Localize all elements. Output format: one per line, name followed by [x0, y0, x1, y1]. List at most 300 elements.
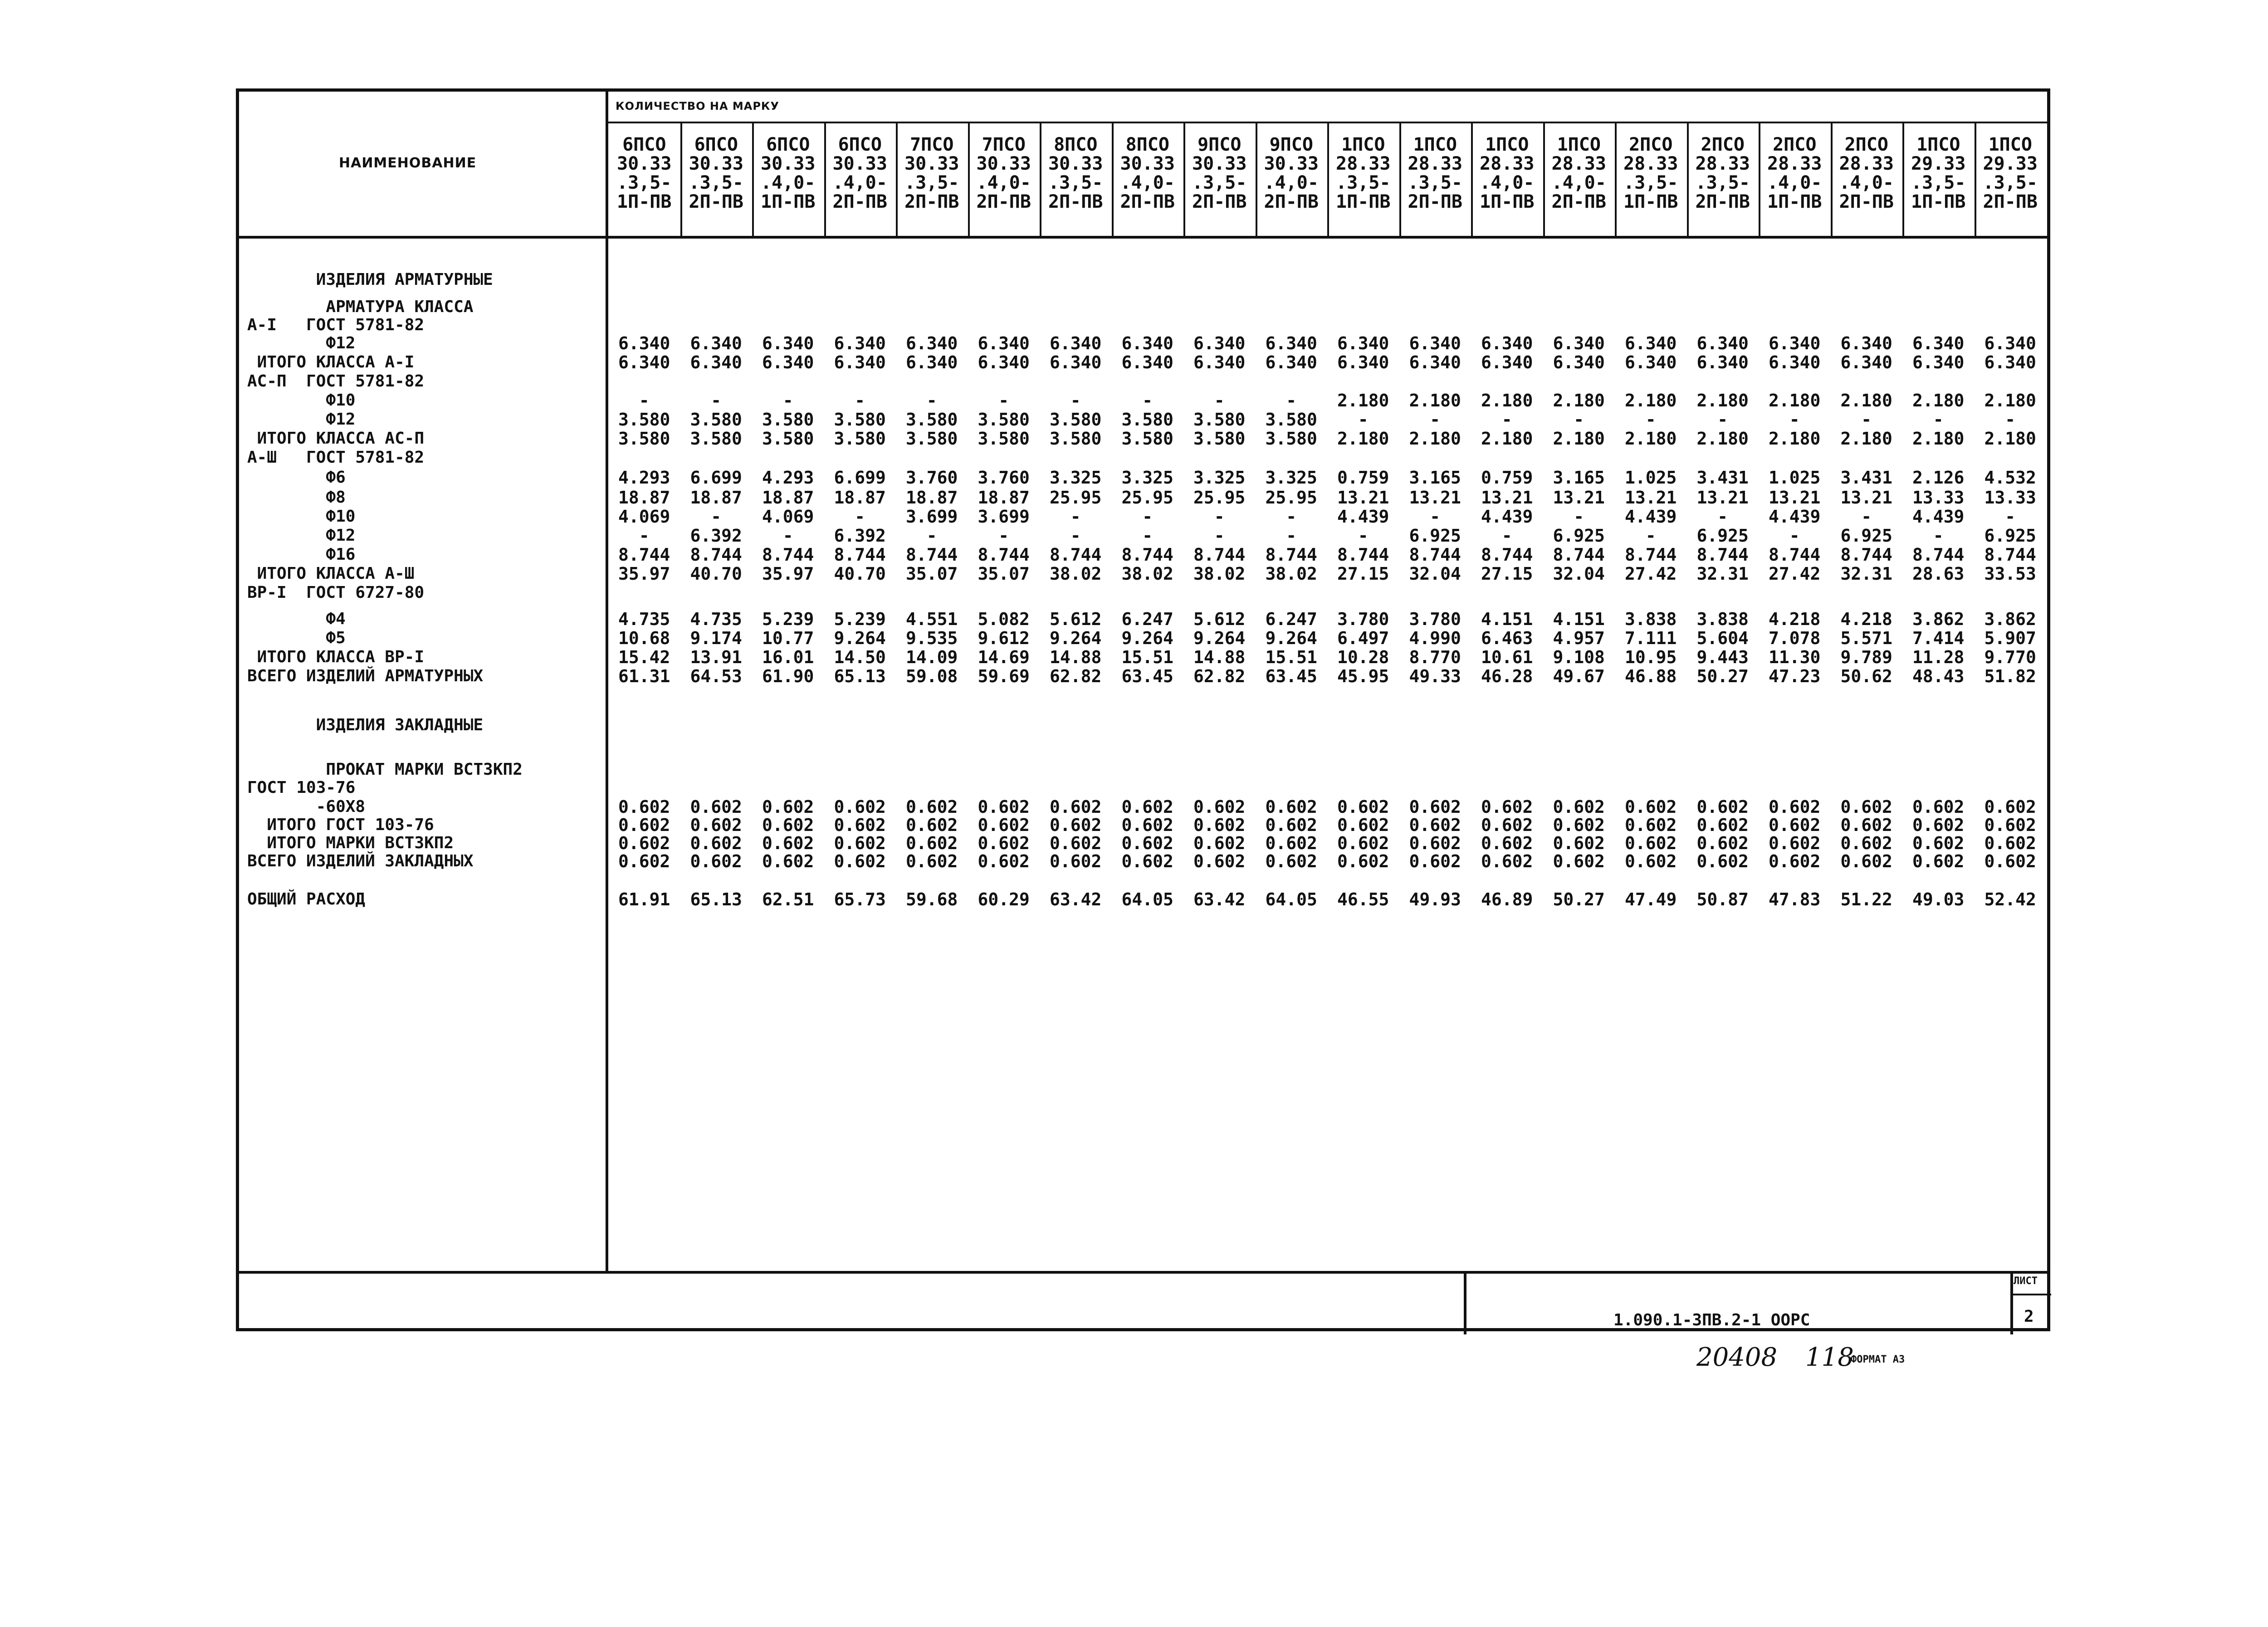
table-cell: 0.602: [618, 797, 670, 817]
table-cell: 65.73: [834, 889, 886, 909]
table-cell: -: [2005, 507, 2016, 527]
row-label: ОБЩИЙ РАСХОД: [247, 890, 366, 909]
table-cell: 9.264: [1193, 628, 1246, 648]
column-header: 6ПСО 30.33 .4,0- 1П-ПВ: [761, 134, 816, 212]
table-cell: 6.340: [1696, 333, 1749, 353]
column-header: 6ПСО 30.33 .4,0- 2П-ПВ: [832, 134, 887, 212]
table-cell: 0.602: [1840, 851, 1892, 871]
table-cell: 32.04: [1553, 564, 1605, 584]
table-cell: 18.87: [978, 488, 1030, 508]
table-cell: 13.21: [1337, 488, 1389, 508]
table-cell: 64.05: [1121, 889, 1173, 909]
table-cell: -: [639, 526, 650, 546]
table-cell: 6.340: [1984, 352, 2036, 372]
table-cell: 0.602: [1553, 833, 1605, 853]
table-cell: -: [639, 391, 650, 410]
handwritten-page: 118: [1805, 1343, 1854, 1372]
table-cell: 6.340: [1769, 352, 1821, 372]
row-label: Ф5: [247, 629, 346, 647]
table-cell: 0.602: [1121, 851, 1173, 871]
table-cell: 6.340: [690, 333, 742, 353]
table-cell: 27.15: [1337, 564, 1389, 584]
table-cell: 8.744: [978, 545, 1030, 565]
table-cell: 6.699: [690, 468, 742, 488]
table-cell: 1.025: [1625, 468, 1677, 488]
table-cell: 0.602: [1625, 833, 1677, 853]
table-cell: -: [782, 391, 793, 410]
table-cell: 6.340: [762, 352, 814, 372]
table-cell: 10.28: [1337, 647, 1389, 667]
table-cell: 8.744: [1840, 545, 1892, 565]
table-cell: -: [711, 391, 722, 410]
table-cell: 3.580: [834, 429, 886, 449]
table-cell: 0.602: [1193, 833, 1246, 853]
table-cell: 8.744: [1265, 545, 1317, 565]
table-cell: 9.174: [690, 628, 742, 648]
table-cell: 6.340: [1912, 352, 1965, 372]
table-cell: 13.21: [1625, 488, 1677, 508]
table-cell: 4.151: [1481, 609, 1533, 629]
table-cell: 8.744: [690, 545, 742, 565]
table-cell: 6.340: [1409, 333, 1461, 353]
table-cell: 6.340: [1840, 333, 1892, 353]
table-cell: 2.180: [1337, 429, 1389, 449]
table-cell: -: [1214, 507, 1225, 527]
row-label: ИЗДЕЛИЯ АРМАТУРНЫЕ: [247, 270, 493, 289]
table-cell: 10.68: [618, 628, 670, 648]
table-cell: 8.744: [1050, 545, 1102, 565]
table-cell: -: [1501, 410, 1512, 430]
table-cell: 2.180: [1553, 429, 1605, 449]
table-cell: 65.13: [834, 666, 886, 686]
table-cell: 13.91: [690, 647, 742, 667]
handwritten-number: 20408: [1696, 1343, 1778, 1372]
table-cell: 9.770: [1984, 647, 2036, 667]
table-cell: 0.602: [1481, 851, 1533, 871]
table-cell: 2.180: [1625, 429, 1677, 449]
table-cell: 0.602: [1265, 797, 1317, 817]
row-label: Ф12: [247, 334, 356, 352]
table-cell: 3.862: [1912, 609, 1965, 629]
table-cell: 0.602: [762, 797, 814, 817]
table-cell: 6.340: [978, 352, 1030, 372]
table-cell: 8.744: [1984, 545, 2036, 565]
table-cell: 13.21: [1840, 488, 1892, 508]
table-cell: 62.82: [1193, 666, 1246, 686]
table-cell: 2.180: [1481, 429, 1533, 449]
column-header: 1ПСО 29.33 .3,5- 2П-ПВ: [1983, 134, 2038, 212]
table-cell: 32.31: [1696, 564, 1749, 584]
table-cell: 6.463: [1481, 628, 1533, 648]
table-cell: 3.580: [1050, 429, 1102, 449]
row-label: АРМАТУРА КЛАССА: [247, 298, 474, 316]
table-cell: 0.602: [1553, 797, 1605, 817]
table-cell: 2.180: [1409, 429, 1461, 449]
row-label: ИТОГО ГОСТ 103-76: [247, 816, 434, 834]
table-cell: -: [1286, 391, 1297, 410]
table-cell: 6.392: [690, 526, 742, 546]
table-cell: 0.602: [1912, 815, 1965, 835]
column-header: 1ПСО 28.33 .3,5- 2П-ПВ: [1408, 134, 1462, 212]
row-label: ИТОГО КЛАССА А-I: [247, 353, 415, 371]
table-cell: 8.744: [1553, 545, 1605, 565]
table-cell: 2.180: [1984, 429, 2036, 449]
table-cell: 0.602: [1193, 815, 1246, 835]
table-cell: 0.602: [1912, 797, 1965, 817]
table-cell: 6.340: [1553, 352, 1605, 372]
table-cell: 0.602: [1409, 815, 1461, 835]
table-cell: 0.602: [618, 851, 670, 871]
table-cell: 0.602: [1696, 797, 1749, 817]
table-cell: 46.88: [1625, 666, 1677, 686]
table-cell: 9.264: [834, 628, 886, 648]
table-cell: -: [1861, 410, 1872, 430]
table-cell: 2.180: [1337, 391, 1389, 410]
table-cell: 35.97: [762, 564, 814, 584]
row-label: ИТОГО МАРКИ ВСТ3КП2: [247, 834, 454, 852]
table-cell: 0.602: [762, 833, 814, 853]
table-cell: -: [1286, 526, 1297, 546]
table-cell: 6.340: [690, 352, 742, 372]
column-header: 6ПСО 30.33 .3,5- 1П-ПВ: [617, 134, 672, 212]
table-cell: 27.42: [1625, 564, 1677, 584]
table-cell: 6.247: [1121, 609, 1173, 629]
table-cell: 4.069: [762, 507, 814, 527]
column-header: 2ПСО 28.33 .3,5- 2П-ПВ: [1695, 134, 1750, 212]
table-cell: 6.340: [1121, 352, 1173, 372]
column-header: 9ПСО 30.33 .3,5- 2П-ПВ: [1192, 134, 1247, 212]
table-cell: -: [1789, 410, 1800, 430]
table-cell: 18.87: [906, 488, 958, 508]
table-cell: 3.165: [1553, 468, 1605, 488]
row-label: Ф12: [247, 410, 356, 429]
table-cell: -: [1358, 526, 1369, 546]
table-cell: 0.602: [1337, 851, 1389, 871]
table-cell: 2.180: [1840, 391, 1892, 410]
table-cell: 50.27: [1696, 666, 1749, 686]
table-cell: 6.340: [1265, 352, 1317, 372]
table-cell: 13.21: [1769, 488, 1821, 508]
table-cell: -: [1142, 507, 1153, 527]
table-cell: 10.77: [762, 628, 814, 648]
table-cell: -: [1933, 526, 1944, 546]
table-cell: 10.61: [1481, 647, 1533, 667]
table-cell: 4.990: [1409, 628, 1461, 648]
table-cell: 49.67: [1553, 666, 1605, 686]
row-label: ВР-I ГОСТ 6727-80: [247, 583, 425, 602]
table-cell: 0.602: [762, 851, 814, 871]
table-cell: 2.180: [1984, 391, 2036, 410]
table-cell: 8.744: [834, 545, 886, 565]
table-cell: 11.28: [1912, 647, 1965, 667]
table-cell: -: [1070, 507, 1081, 527]
table-cell: 27.42: [1769, 564, 1821, 584]
column-header: 9ПСО 30.33 .4,0- 2П-ПВ: [1264, 134, 1319, 212]
table-cell: 6.340: [762, 333, 814, 353]
table-cell: 0.602: [1193, 851, 1246, 871]
row-label: ВСЕГО ИЗДЕЛИЙ ЗАКЛАДНЫХ: [247, 852, 474, 870]
table-cell: 0.602: [1984, 851, 2036, 871]
table-cell: 49.03: [1912, 889, 1965, 909]
table-cell: 0.759: [1337, 468, 1389, 488]
row-label: ВСЕГО ИЗДЕЛИЙ АРМАТУРНЫХ: [247, 667, 484, 685]
table-cell: 0.602: [1050, 815, 1102, 835]
table-cell: 51.82: [1984, 666, 2036, 686]
table-cell: -: [1861, 507, 1872, 527]
table-cell: 6.925: [1984, 526, 2036, 546]
table-cell: 13.21: [1553, 488, 1605, 508]
table-cell: 3.780: [1337, 609, 1389, 629]
table-cell: 3.699: [978, 507, 1030, 527]
table-cell: 63.45: [1121, 666, 1173, 686]
table-cell: 4.735: [690, 609, 742, 629]
table-cell: 6.340: [618, 333, 670, 353]
row-label: ГОСТ 103-76: [247, 778, 356, 797]
column-header: 7ПСО 30.33 .3,5- 2П-ПВ: [904, 134, 959, 212]
table-cell: 0.602: [1265, 815, 1317, 835]
table-cell: 6.340: [906, 352, 958, 372]
table-cell: 2.180: [1553, 391, 1605, 410]
stamp-divider: [1464, 1271, 1466, 1334]
table-cell: 2.180: [1481, 391, 1533, 410]
table-cell: 5.604: [1696, 628, 1749, 648]
table-cell: 5.239: [834, 609, 886, 629]
table-cell: 6.340: [1984, 333, 2036, 353]
table-cell: 6.925: [1696, 526, 1749, 546]
table-cell: 0.602: [1553, 815, 1605, 835]
row-label: А-Ш ГОСТ 5781-82: [247, 448, 425, 467]
table-cell: 8.744: [1481, 545, 1533, 565]
table-cell: 5.082: [978, 609, 1030, 629]
table-cell: 4.439: [1337, 507, 1389, 527]
row-label: Ф16: [247, 545, 356, 564]
table-cell: 6.340: [906, 333, 958, 353]
drawing-sheet: [236, 88, 2050, 1331]
table-cell: 65.13: [690, 889, 742, 909]
table-cell: 3.580: [1193, 429, 1246, 449]
table-cell: 64.53: [690, 666, 742, 686]
table-cell: 2.126: [1912, 468, 1965, 488]
table-cell: 3.780: [1409, 609, 1461, 629]
table-cell: 0.602: [1840, 815, 1892, 835]
table-cell: 4.439: [1769, 507, 1821, 527]
table-cell: 2.180: [1769, 429, 1821, 449]
table-cell: 6.340: [1553, 333, 1605, 353]
table-cell: 0.602: [1840, 797, 1892, 817]
table-cell: 27.15: [1481, 564, 1533, 584]
table-cell: 3.580: [762, 429, 814, 449]
table-cell: 4.551: [906, 609, 958, 629]
table-cell: 47.83: [1769, 889, 1821, 909]
table-cell: 0.602: [1050, 797, 1102, 817]
table-cell: 0.602: [1337, 797, 1389, 817]
table-cell: -: [926, 526, 937, 546]
table-cell: 0.602: [690, 851, 742, 871]
table-cell: 3.580: [690, 429, 742, 449]
table-cell: -: [1430, 507, 1441, 527]
row-label: ИТОГО КЛАССА ВР-I: [247, 648, 425, 666]
table-cell: 5.907: [1984, 628, 2036, 648]
table-cell: 2.180: [1912, 429, 1965, 449]
table-cell: 6.340: [1840, 352, 1892, 372]
table-cell: 8.744: [618, 545, 670, 565]
table-cell: 2.180: [1696, 391, 1749, 410]
table-cell: 3.580: [978, 429, 1030, 449]
table-cell: 6.340: [1409, 352, 1461, 372]
table-cell: 16.01: [762, 647, 814, 667]
table-cell: 3.838: [1696, 609, 1749, 629]
column-header: 2ПСО 28.33 .4,0- 2П-ПВ: [1839, 134, 1894, 212]
table-cell: 0.602: [1625, 815, 1677, 835]
table-cell: 1.025: [1769, 468, 1821, 488]
table-cell: 32.31: [1840, 564, 1892, 584]
table-cell: 3.862: [1984, 609, 2036, 629]
table-cell: 3.580: [1050, 410, 1102, 430]
table-cell: 3.580: [1193, 410, 1246, 430]
table-cell: 3.580: [618, 429, 670, 449]
table-cell: 5.612: [1193, 609, 1246, 629]
column-header: 8ПСО 30.33 .4,0- 2П-ПВ: [1120, 134, 1175, 212]
table-cell: 6.340: [1625, 333, 1677, 353]
column-header: 6ПСО 30.33 .3,5- 2П-ПВ: [689, 134, 743, 212]
table-cell: 6.340: [1193, 333, 1246, 353]
table-cell: 6.925: [1409, 526, 1461, 546]
column-header: 7ПСО 30.33 .4,0- 2П-ПВ: [976, 134, 1031, 212]
table-cell: 61.90: [762, 666, 814, 686]
table-cell: 4.069: [618, 507, 670, 527]
column-header: 1ПСО 28.33 .4,0- 1П-ПВ: [1480, 134, 1535, 212]
table-cell: 8.744: [1337, 545, 1389, 565]
table-cell: 0.602: [1121, 815, 1173, 835]
table-cell: 0.602: [906, 815, 958, 835]
table-cell: 63.42: [1193, 889, 1246, 909]
table-cell: 4.218: [1769, 609, 1821, 629]
table-cell: 0.602: [978, 833, 1030, 853]
table-cell: 4.439: [1481, 507, 1533, 527]
table-cell: 8.744: [906, 545, 958, 565]
table-cell: 6.340: [1912, 333, 1965, 353]
table-cell: 0.602: [1409, 833, 1461, 853]
table-cell: 60.29: [978, 889, 1030, 909]
table-cell: 0.602: [1409, 797, 1461, 817]
table-cell: 0.602: [834, 833, 886, 853]
table-cell: 3.580: [1265, 429, 1317, 449]
table-cell: -: [1430, 410, 1441, 430]
column-header: 8ПСО 30.33 .3,5- 2П-ПВ: [1048, 134, 1103, 212]
table-cell: 6.340: [1050, 333, 1102, 353]
table-cell: 9.108: [1553, 647, 1605, 667]
sheet-box-split: [2010, 1294, 2051, 1295]
table-cell: 0.602: [834, 851, 886, 871]
table-cell: 32.04: [1409, 564, 1461, 584]
table-cell: 35.07: [978, 564, 1030, 584]
table-cell: 14.88: [1050, 647, 1102, 667]
table-cell: 6.340: [978, 333, 1030, 353]
table-cell: 8.744: [1121, 545, 1173, 565]
table-cell: 9.264: [1050, 628, 1102, 648]
table-cell: 6.340: [1625, 352, 1677, 372]
table-cell: 0.602: [1984, 797, 2036, 817]
table-cell: 18.87: [690, 488, 742, 508]
table-cell: 3.580: [762, 410, 814, 430]
table-cell: -: [1501, 526, 1512, 546]
table-cell: 2.180: [1840, 429, 1892, 449]
table-cell: -: [998, 526, 1009, 546]
name-column-title: НАИМЕНОВАНИЕ: [339, 155, 477, 171]
table-cell: 18.87: [618, 488, 670, 508]
table-cell: 9.443: [1696, 647, 1749, 667]
table-cell: 0.602: [1337, 833, 1389, 853]
table-cell: 33.53: [1984, 564, 2036, 584]
table-cell: 6.340: [1337, 333, 1389, 353]
table-cell: 46.28: [1481, 666, 1533, 686]
table-cell: 15.51: [1265, 647, 1317, 667]
table-cell: 0.602: [1265, 851, 1317, 871]
table-cell: 3.760: [906, 468, 958, 488]
table-cell: 35.97: [618, 564, 670, 584]
table-cell: 3.325: [1193, 468, 1246, 488]
row-label: Ф10: [247, 507, 356, 526]
table-cell: 52.42: [1984, 889, 2036, 909]
row-label: ПРОКАТ МАРКИ ВСТ3КП2: [247, 760, 523, 779]
table-cell: 0.602: [1912, 833, 1965, 853]
table-cell: 0.602: [1840, 833, 1892, 853]
header-bottom-line: [239, 236, 2049, 239]
table-cell: 0.759: [1481, 468, 1533, 488]
table-cell: 15.51: [1121, 647, 1173, 667]
table-cell: 9.264: [1121, 628, 1173, 648]
table-cell: 13.21: [1696, 488, 1749, 508]
table-cell: 3.325: [1050, 468, 1102, 488]
table-cell: 13.33: [1984, 488, 2036, 508]
table-cell: 63.45: [1265, 666, 1317, 686]
row-label: АС-П ГОСТ 5781-82: [247, 372, 425, 391]
table-cell: 46.55: [1337, 889, 1389, 909]
table-cell: -: [1358, 410, 1369, 430]
table-cell: 3.699: [906, 507, 958, 527]
table-cell: -: [926, 391, 937, 410]
table-cell: 61.31: [618, 666, 670, 686]
table-cell: 6.925: [1553, 526, 1605, 546]
table-cell: 3.580: [906, 410, 958, 430]
table-cell: 8.744: [1193, 545, 1246, 565]
table-cell: -: [1645, 410, 1656, 430]
table-cell: 0.602: [978, 797, 1030, 817]
table-cell: 5.612: [1050, 609, 1102, 629]
table-cell: 4.218: [1840, 609, 1892, 629]
table-cell: 0.602: [1481, 833, 1533, 853]
table-cell: 47.49: [1625, 889, 1677, 909]
row-label: ИЗДЕЛИЯ ЗАКЛАДНЫЕ: [247, 716, 484, 734]
table-cell: 0.602: [1409, 851, 1461, 871]
table-cell: 0.602: [1696, 851, 1749, 871]
table-cell: 3.760: [978, 468, 1030, 488]
table-cell: 0.602: [906, 833, 958, 853]
table-cell: 0.602: [1912, 851, 1965, 871]
table-cell: 50.27: [1553, 889, 1605, 909]
table-cell: 4.293: [762, 468, 814, 488]
table-cell: 18.87: [834, 488, 886, 508]
table-cell: -: [855, 507, 865, 527]
table-cell: 59.69: [978, 666, 1030, 686]
table-cell: 9.535: [906, 628, 958, 648]
table-cell: 8.744: [1696, 545, 1749, 565]
table-cell: 9.264: [1265, 628, 1317, 648]
table-cell: 0.602: [1769, 815, 1821, 835]
table-cell: -: [1142, 526, 1153, 546]
table-cell: 0.602: [1121, 833, 1173, 853]
table-cell: 62.82: [1050, 666, 1102, 686]
